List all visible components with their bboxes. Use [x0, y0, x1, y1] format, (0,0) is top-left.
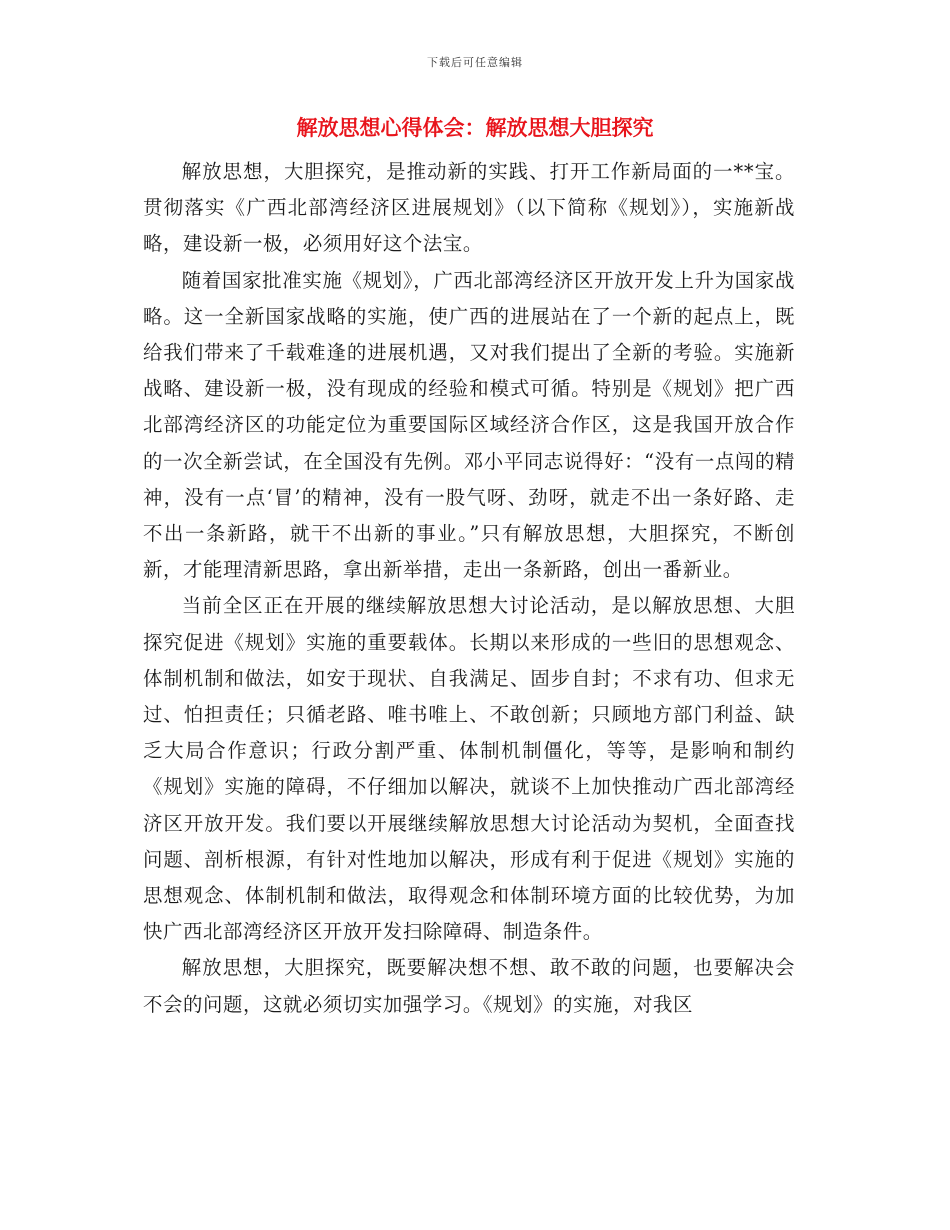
header-note: 下载后可任意编辑 [427, 56, 523, 69]
paragraph-2: 随着国家批准实施《规划》，广西北部湾经济区开放开发上升为国家战略。这一全新国家战略的实施，使广西的进展站在了一个新的起点上，既给我们带来了千载难逢的进展机遇，又对我们提出了全新的考验。实施新战略、建设新一极，没有现成的经验和模式可循。特别是《规划》把广西北部湾经济区的功能定位为重要国际区域经济合作区，这是我国开放合作的一次全新尝试，在全国没有先例。邓小平同志说得好：“没有一点闯的精神，没有一点‘冒’的精神，没有一股气呀、劲呀，就走不出一条好路、走不出一条新路，就干不出新的事业。”只有解放思想，大胆探究，不断创新，才能理清新思路，拿出新举措，走出一条新路，创出一番新业。 [143, 268, 795, 582]
paragraph-4: 解放思想，大胆探究，既要解决想不想、敢不敢的问题，也要解决会不会的问题，这就必须切实加强学习。《规划》的实施，对我区 [143, 956, 795, 1016]
document-body [143, 154, 795, 1023]
paragraph-3: 当前全区正在开展的继续解放思想大讨论活动，是以解放思想、大胆探究促进《规划》实施的重要载体。长期以来形成的一些旧的思想观念、体制机制和做法，如安于现状、自我满足、固步自封；不求有功、但求无过、怕担责任；只循老路、唯书唯上、不敢创新；只顾地方部门利益、缺乏大局合作意识；行政分割严重、体制机制僵化，等等，是影响和制约《规划》实施的障碍，不仔细加以解决，就谈不上加快推动广西北部湾经济区开放开发。我们要以开展继续解放思想大讨论活动为契机，全面查找问题、剖析根源，有针对性地加以解决，形成有利于促进《规划》实施的思想观念、体制机制和做法，取得观念和体制环境方面的比较优势，为加快广西北部湾经济区开放开发扫除障碍、制造条件。 [143, 594, 795, 944]
paragraph-1: 解放思想，大胆探究，是推动新的实践、打开工作新局面的一**宝。贯彻落实《广西北部湾经济区进展规划》（以下简称《规划》），实施新战略，建设新一极，必须用好这个法宝。 [143, 160, 795, 256]
document-title: 解放思想心得体会：解放思想大胆探究 [296, 116, 654, 140]
